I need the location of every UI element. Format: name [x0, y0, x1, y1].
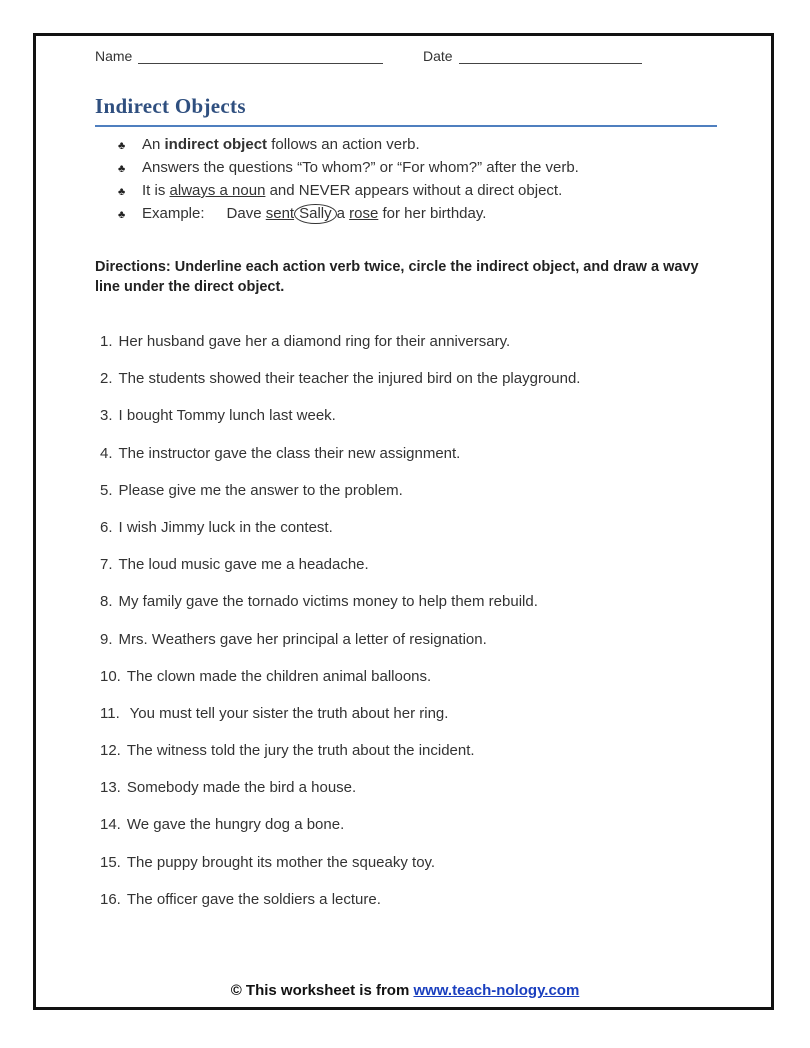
club-bullet-icon: ♣: [118, 140, 126, 152]
rule-item: ♣ An indirect object follows an action verb.: [118, 133, 579, 156]
footer-link[interactable]: www.teach-nology.com: [413, 982, 580, 999]
date-field[interactable]: [423, 48, 642, 64]
page-title: Indirect Objects: [95, 94, 246, 118]
club-bullet-icon: ♣: [118, 163, 126, 175]
example-verb: sent: [265, 205, 295, 222]
rule-item: ♣ Answers the questions “To whom?” or “For whom?” after the verb.: [118, 156, 579, 179]
sentence-item: 15. The puppy brought its mother the squeaky toy.: [100, 853, 436, 871]
sentence-list: [100, 330, 580, 925]
sentence-item: 12. The witness told the jury the truth about the incident.: [100, 742, 475, 760]
sentence-item: 10. The clown made the children animal balloons.: [100, 667, 432, 685]
sentence-item: 2. The students showed their teacher the injured bird on the playground.: [100, 370, 581, 388]
sentence-item: 13. Somebody made the bird a house.: [100, 779, 357, 797]
example-item: ♣ Example: Dave sent Sally a rose for her birthday.: [118, 202, 579, 225]
rules-list: [118, 133, 579, 225]
club-bullet-icon: ♣: [118, 209, 126, 221]
example-indirect-object: Sally: [294, 204, 337, 224]
footer-credit: [0, 982, 810, 999]
sentence-item: 6. I wish Jimmy luck in the contest.: [100, 518, 333, 536]
example-subject: Dave: [226, 205, 262, 222]
sentence-item: 7. The loud music gave me a headache.: [100, 556, 369, 574]
bold-term: indirect object: [164, 136, 268, 153]
sentence-item: 16. The officer gave the soldiers a lecture.: [100, 890, 381, 908]
date-line[interactable]: [459, 49, 642, 64]
underlined-term: always a noun: [169, 182, 266, 199]
sentence-item: 4. The instructor gave the class their new assignment.: [100, 444, 461, 462]
directions: Directions: Underline each action verb twice, circle the indirect object, and draw a wavy line under the direct object.: [95, 259, 699, 295]
name-label: Name: [95, 48, 133, 64]
footer-text: © This worksheet is from: [230, 982, 414, 999]
sentence-item: 9. Mrs. Weathers gave her principal a letter of resignation.: [100, 630, 487, 648]
sentence-item: 14. We gave the hungry dog a bone.: [100, 816, 345, 834]
sentence-item: 8. My family gave the tornado victims money to help them rebuild.: [100, 593, 538, 611]
rule-item: ♣ It is always a noun and NEVER appears without a direct object.: [118, 179, 579, 202]
club-bullet-icon: ♣: [118, 186, 126, 198]
title-rule: [95, 125, 717, 127]
date-label: Date: [423, 48, 453, 64]
sentence-item: 1. Her husband gave her a diamond ring for their anniversary.: [100, 333, 511, 350]
name-line[interactable]: [138, 49, 383, 64]
sentence-item: 5. Please give me the answer to the problem.: [100, 481, 403, 499]
sentence-item: 3. I bought Tommy lunch last week.: [100, 407, 336, 425]
name-field[interactable]: [95, 48, 383, 64]
example-direct-object: rose: [349, 205, 379, 222]
example-label: Example:: [142, 205, 205, 222]
sentence-item: 11. You must tell your sister the truth about her ring.: [100, 704, 449, 722]
